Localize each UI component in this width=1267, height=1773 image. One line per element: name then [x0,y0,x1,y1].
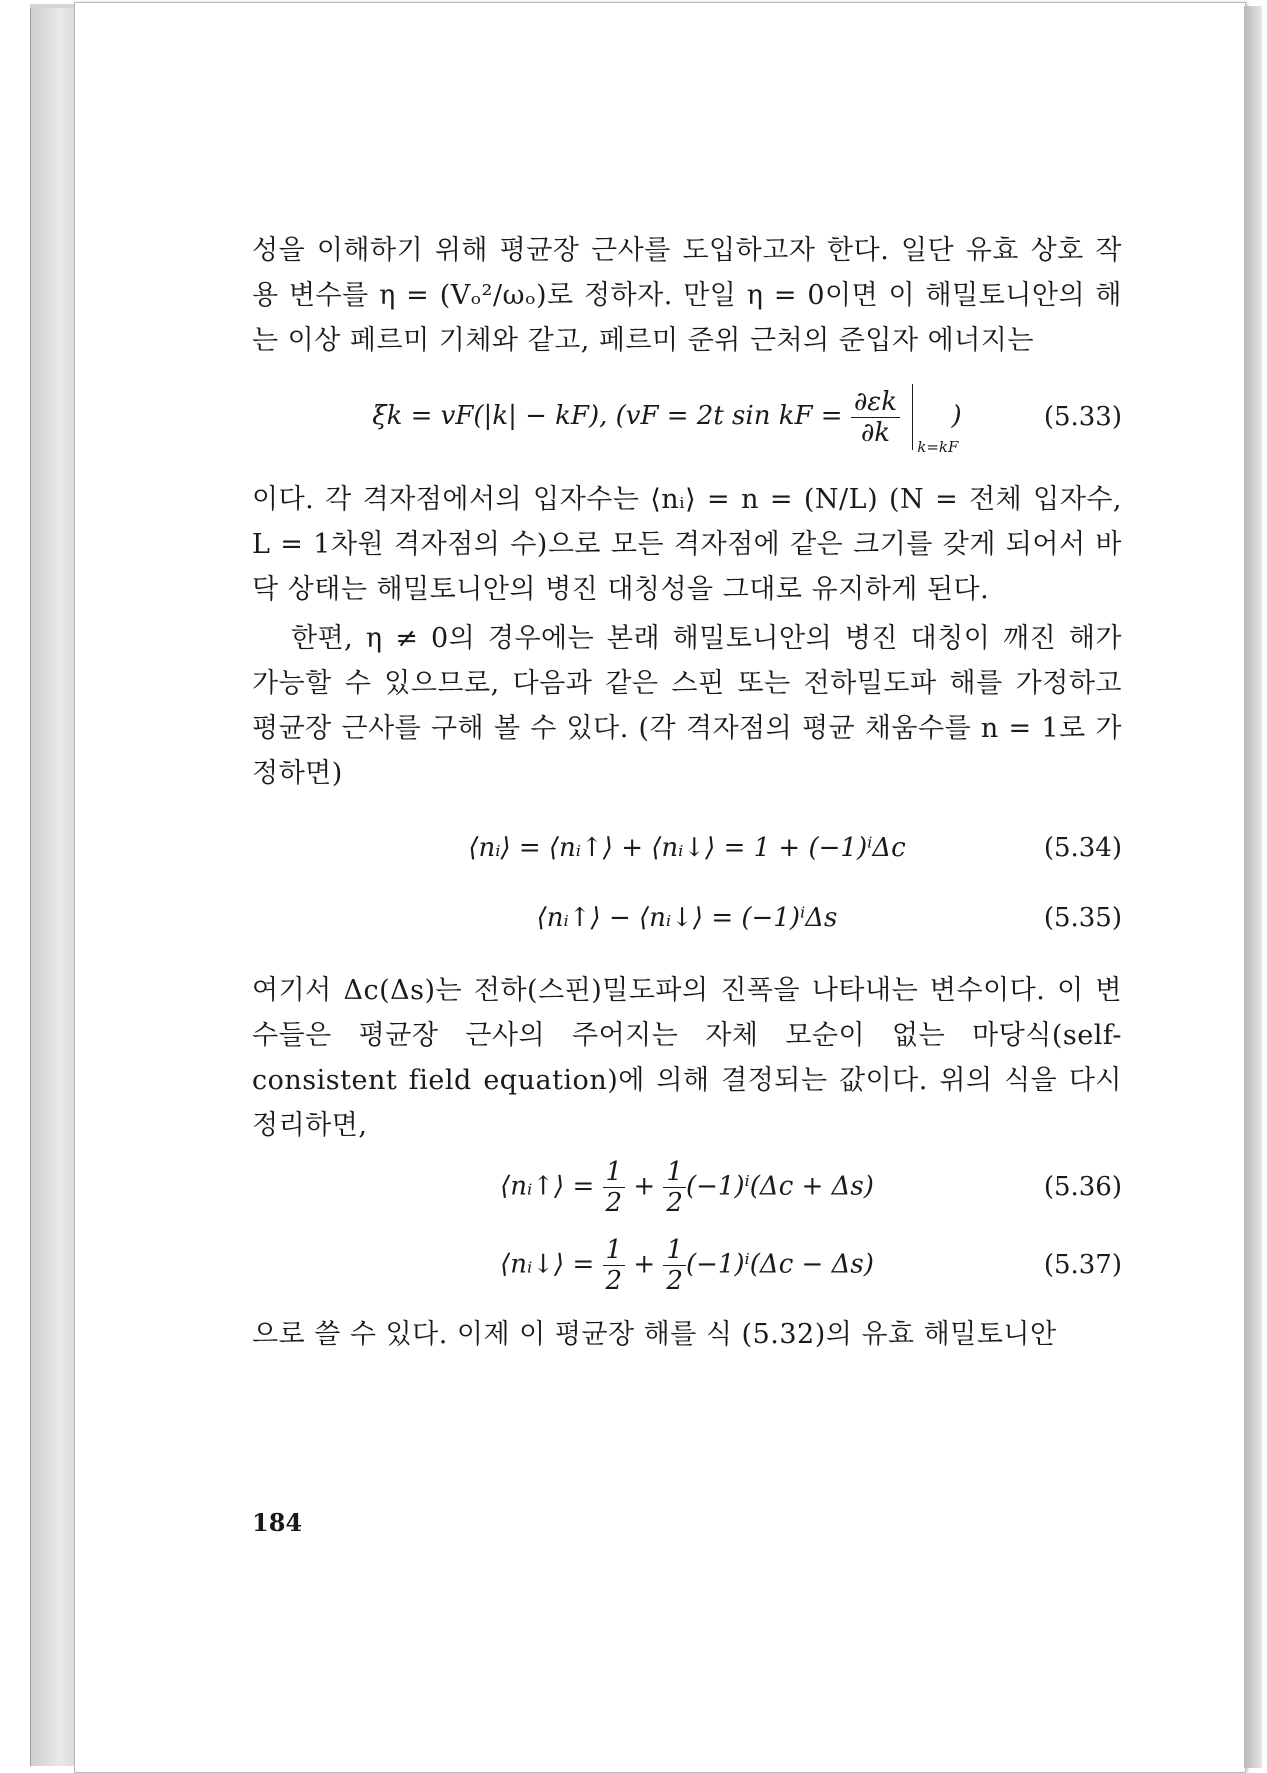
equation-5-35 [252,886,1122,950]
eq-5-34-number: (5.34) [1043,833,1122,863]
equation-5-33 [252,363,1122,471]
eq-5-37-right: (−1)ⁱ(Δc − Δs) [685,1249,874,1279]
equation-5-34 [252,816,1122,880]
eq-5-35-number: (5.35) [1043,903,1122,933]
book-spine [30,8,79,1766]
equation-5-37 [252,1226,1122,1304]
page-text [252,228,1122,1357]
eq-5-36-right: (−1)ⁱ(Δc + Δs) [685,1171,874,1201]
paragraph-1: 성을 이해하기 위해 평균장 근사를 도입하고자 한다. 일단 유효 상호 작용 변수를 η = (Vₒ²/ωₒ)로 정하자. 만일 η = 0이면 이 해밀토니안의 해는 이상 페르미 기체와 같고, 페르미 준위 근처의 준입자 에너지는 [252,235,1122,356]
eq-5-36-half-a: $\frac{1}{2}$ [603,1157,626,1218]
paragraph-5: 으로 쓸 수 있다. 이제 이 평균장 해를 식 (5.32)의 유효 해밀토니안 [252,1319,1057,1350]
eq-5-33-right: ) [951,401,962,431]
eq-5-37-left: ⟨nᵢ↓⟩ = [500,1249,595,1279]
eq-5-33-frac-den: ∂k [860,417,891,448]
eq-5-33-number: (5.33) [1043,402,1122,432]
eq-5-37-plus: + [633,1249,656,1279]
eq-5-36-plus: + [633,1171,656,1201]
eq-5-36-number: (5.36) [1043,1172,1122,1202]
eq-5-37-half-b: $\frac{1}{2}$ [663,1235,686,1296]
paragraph-2: 이다. 각 격자점에서의 입자수는 ⟨nᵢ⟩ = n = (N/L) (N = 전체 입자수, L = 1차원 격자점의 수)으로 모든 격자점에 같은 크기를 갖게 되어서 바닥 상태는 해밀토니안의 병진 대칭성을 그대로 유지하게 된다. [252,484,1122,605]
eq-5-33-eval-bar [912,384,959,456]
eq-5-34-body: ⟨nᵢ⟩ = ⟨nᵢ↑⟩ + ⟨nᵢ↓⟩ = 1 + (−1)ⁱΔc [468,833,906,863]
page-edge [1244,6,1262,1768]
eq-5-35-body: ⟨nᵢ↑⟩ − ⟨nᵢ↓⟩ = (−1)ⁱΔs [536,903,838,933]
eq-5-36-left: ⟨nᵢ↑⟩ = [500,1171,595,1201]
eq-5-33-eval-sub: k=kF [917,438,959,456]
eq-5-33-derivative [851,387,900,448]
eq-5-37-half-a: $\frac{1}{2}$ [603,1235,626,1296]
eq-5-36-half-b: $\frac{1}{2}$ [663,1157,686,1218]
equation-5-36 [252,1148,1122,1226]
page-number: 184 [252,1508,303,1537]
eq-5-33-frac-num: ∂εk [851,387,900,418]
paragraph-4: 여기서 Δc(Δs)는 전하(스핀)밀도파의 진폭을 나타내는 변수이다. 이 변수들은 평균장 근사의 주어지는 자체 모순이 없는 마당식(self-consistent field equation)에 의해 결정되는 값이다. 위의 식을 다시 정리하면, [252,975,1122,1141]
eq-5-37-number: (5.37) [1043,1250,1122,1280]
eq-5-33-left: ξk = vF(|k| − kF), (vF = 2t sin kF = [372,401,843,431]
paragraph-3: 한편, η ≠ 0의 경우에는 본래 해밀토니안의 병진 대칭이 깨진 해가 가능할 수 있으므로, 다음과 같은 스핀 또는 전하밀도파 해를 가정하고 평균장 근사를 구해 볼 수 있다. (각 격자점의 평균 채움수를 n = 1로 가정하면) [252,623,1122,789]
